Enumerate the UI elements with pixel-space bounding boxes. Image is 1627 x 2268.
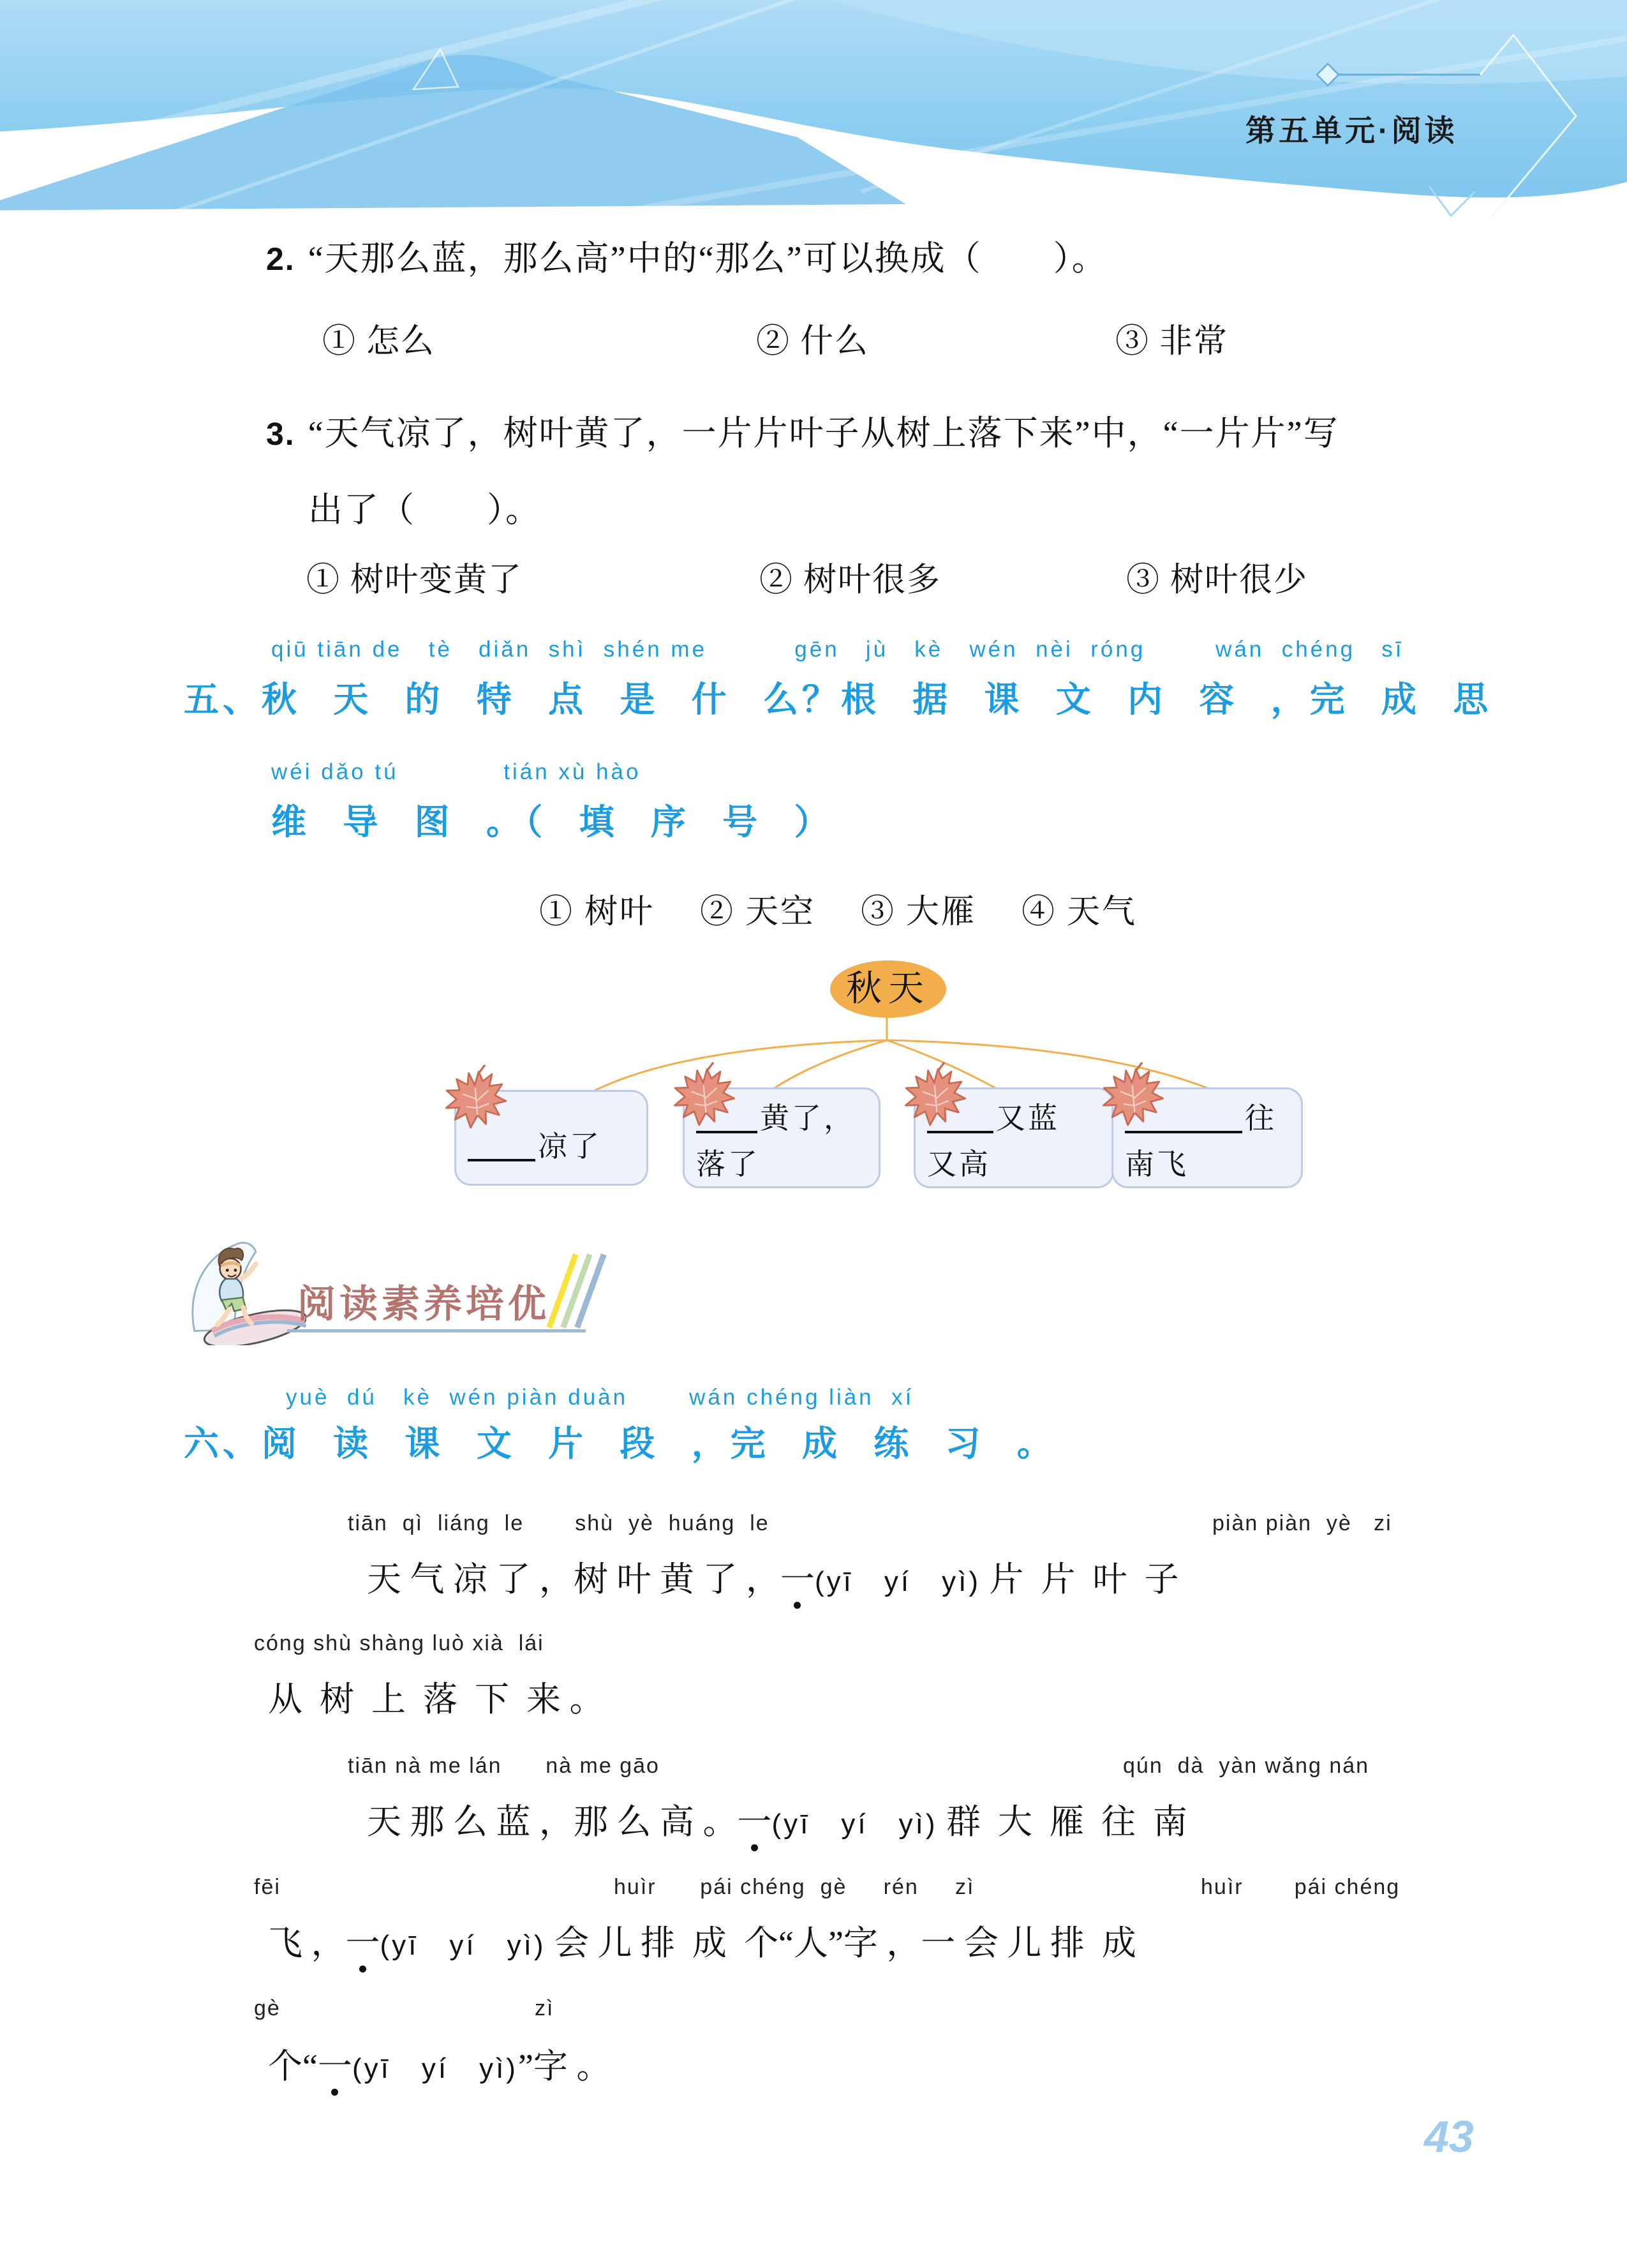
text-segment: 片 片 叶 子 [980,1560,1179,1599]
section-5-heading-line2: 维 导 图 。（ 填 序 号 ） [271,802,833,842]
reading-skill-badge [182,1237,667,1345]
pinyin-segment: fēi [254,1875,281,1899]
passage-text-line [268,1916,1136,1965]
question-2-options [322,314,1228,362]
text-segment: 个“ [268,2047,318,2085]
box-text: 落了 [696,1148,760,1181]
section-5-heading-line1: 五、秋 天 的 特 点 是 什 么？根 据 课 文 内 容 ，完 成 思 [184,680,1492,719]
section-5-pinyin-line1: qiū tiān de tè diǎn shì shén me gēn jù kè wén nèi róng wán chéng sī [271,637,1404,662]
emphasized-char: 一 [345,1924,380,1962]
pinyin-segment: gè [254,1996,281,2020]
pinyin-segment: huìr pái chéng gè rén zì [614,1875,975,1899]
passage-text-line [268,2039,611,2088]
option: ② 什么 [756,324,870,360]
mindmap-root-node: 秋天 [830,960,946,1018]
box-text: 凉了 [538,1130,602,1163]
page-number: 43 [1424,2112,1474,2161]
emphasized-char: 一 [737,1803,772,1841]
pinyin-segment: tiān qì liáng le shù yè huáng le [348,1511,769,1535]
question-3-options [306,553,1308,601]
emphasized-char: 一 [780,1560,815,1599]
pronunciation-choices: (yī yí yì) [380,1930,546,1961]
maple-leaf-icon [657,1056,750,1138]
passage-text-line [367,1552,1178,1601]
question-2 [266,231,1108,280]
pinyin-segment: zì [535,1996,554,2020]
pronunciation-choices: (yī yí yì) [815,1566,981,1597]
box-text: 南飞 [1125,1148,1189,1181]
badge-label: 阅读素养培优 [297,1283,550,1325]
text-segment: 天 那 么 蓝 ，那 么 高 。 [367,1803,738,1841]
text-segment: ”字 。 [517,2047,611,2085]
maple-leaf-icon [888,1056,981,1138]
text-segment: 天 气 凉 了 ，树 叶 黄 了 ， [367,1560,780,1599]
option: ③ 非常 [1115,324,1229,360]
box-text: 又蓝 [996,1102,1060,1135]
pinyin-segment: cóng shù shàng luò xià lái [254,1631,544,1655]
box-text: 往 [1245,1102,1277,1135]
pinyin-segment: huìr pái chéng [1201,1875,1400,1899]
maple-leaf-icon [429,1058,522,1140]
maple-leaf-icon [1086,1056,1179,1138]
question-3-text-line2: 出了（ ）。 [308,491,541,529]
question-2-number: 2. [266,241,295,277]
section-5-options: ① 树叶 ② 天空 ③ 大雁 ④ 天气 [539,894,1138,930]
mindmap-box-leaves [683,1087,880,1188]
text-segment: 群 大 雁 往 南 [937,1803,1187,1841]
section-6-heading: 六、阅 读 课 文 片 段 ，完 成 练 习 。 [184,1424,1056,1463]
pinyin-segment: qún dà yàn wǎng nán [1123,1754,1370,1778]
box-text: 又高 [927,1148,991,1181]
section-5-pinyin-line2: wéi dǎo tú tián xù hào [271,759,641,784]
pinyin-segment: tiān nà me lán nà me gāo [348,1754,660,1778]
text-segment: 会 儿 排 成 个“人”字 ，一 会 儿 排 成 [546,1924,1136,1962]
option: ① 怎么 [322,324,436,360]
passage-text-line [268,1672,604,1721]
option: ① 树叶变黄了 [306,562,523,599]
question-3-text-line1: “天气凉了，树叶黄了，一片片叶子从树上落下来”中，“一片片”写 [308,414,1339,452]
section-6-pinyin: yuè dú kè wén piàn duàn wán chéng liàn xí [286,1385,914,1410]
text-segment: 飞 ， [268,1924,346,1962]
mindmap-box-sky [914,1087,1114,1188]
emphasized-char: 一 [317,2047,352,2085]
pronunciation-choices: (yī yí yì) [771,1809,938,1840]
question-3 [266,406,1339,455]
option: ② 树叶很多 [759,562,942,599]
pinyin-segment: piàn piàn yè zi [1212,1511,1392,1535]
passage-text-line [367,1794,1187,1844]
mindmap-box-weather [454,1090,648,1186]
option: ③ 树叶很少 [1126,562,1309,599]
box-text: 黄了， [760,1102,856,1135]
pronunciation-choices: (yī yí yì) [352,2053,518,2084]
question-3-number: 3. [266,416,295,452]
mindmap-box-geese [1111,1087,1303,1188]
question-2-text: “天那么蓝，那么高”中的“那么”可以换成（ ）。 [308,239,1108,278]
text-segment: 从 树 上 落 下 来 。 [268,1680,604,1719]
badge-underline [287,1329,586,1332]
unit-title: 第五单元·阅读 [1245,114,1458,147]
